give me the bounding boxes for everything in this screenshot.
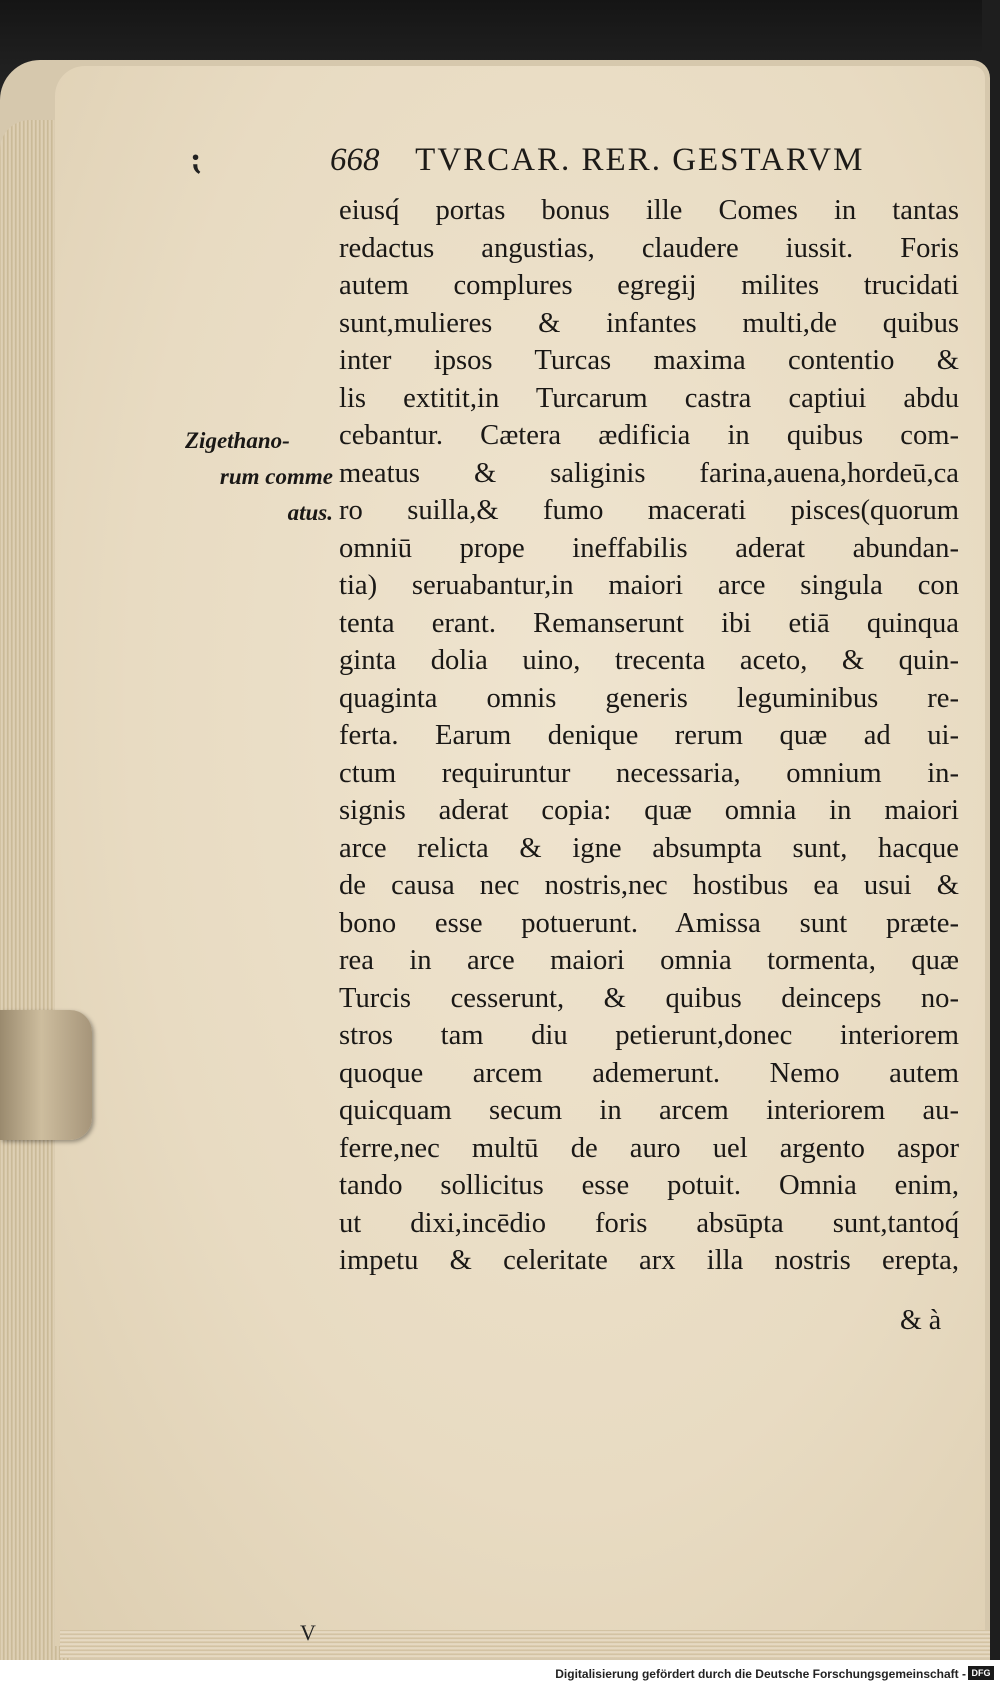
- text-line: quaginta omnis generis leguminibus re-: [339, 682, 959, 714]
- signature-mark: V: [300, 1620, 316, 1645]
- text-line: impetu & celeritate arx illa nostris erepta,: [339, 1245, 959, 1276]
- footer-credit: Digitalisierung gefördert durch die Deutsche Forschungsgemeinschaft -: [555, 1667, 966, 1681]
- text-line: ferta. Earum denique rerum quæ ad ui-: [339, 720, 959, 751]
- text-line: rea in arce maiori omnia tormenta, quæ: [339, 945, 959, 976]
- text-line: autem complures egregij milites trucidati: [339, 270, 959, 301]
- marginal-note: [185, 423, 333, 531]
- catchword: & à: [900, 1305, 942, 1336]
- text-line: cebantur. Cætera ædificia in quibus com-: [339, 420, 959, 451]
- text-line: Turcis cesserunt, & quibus deinceps no-: [339, 982, 959, 1014]
- page-bottom-edges: [60, 1630, 990, 1658]
- dfg-logo-icon: DFG: [968, 1666, 994, 1680]
- text-line: ro suilla,& fumo macerati pisces(quorum: [339, 495, 959, 526]
- text-line: sunt,mulieres & infantes multi,de quibus: [339, 307, 959, 339]
- page-number: 668: [330, 142, 380, 178]
- text-line: de causa nec nostris,nec hostibus ea usui &: [339, 870, 959, 901]
- text-line: ginta dolia uino, trecenta aceto, & quin-: [339, 645, 959, 676]
- marginal-note-line: rum comme: [219, 464, 333, 489]
- text-line: omniū prope ineffabilis aderat abundan-: [339, 532, 959, 564]
- text-line: lis extitit,in Turcarum castra captiui abdu: [339, 382, 959, 414]
- text-line: arce relicta & igne absumpta sunt, hacque: [339, 832, 959, 864]
- text-line: ctum requiruntur necessaria, omnium in-: [339, 757, 959, 789]
- text-line: ferre,nec multū de auro uel argento aspor: [339, 1132, 959, 1164]
- running-header: [330, 142, 950, 179]
- text-line: bono esse potuerunt. Amissa sunt præte-: [339, 907, 959, 939]
- text-line: signis aderat copia: quæ omnia in maiori: [339, 795, 959, 826]
- text-line: tando sollicitus esse potuit. Omnia enim,: [339, 1170, 959, 1201]
- text-line: tia) seruabantur,in maiori arce singula con: [339, 570, 959, 601]
- body-text: [339, 192, 959, 1280]
- text-line: eiusq́ portas bonus ille Comes in tantas: [339, 195, 959, 226]
- text-line: quoque arcem ademerunt. Nemo autem: [339, 1057, 959, 1089]
- text-line: stros tam diu petierunt,donec interiorem: [339, 1020, 959, 1051]
- text-line: ut dixi,incēdio foris absūpta sunt,tantoq́: [339, 1207, 959, 1239]
- text-line: redactus angustias, claudere iussit. Foris: [339, 232, 959, 264]
- marginal-note-line: atus.: [287, 500, 333, 525]
- running-title: TVRCAR. RER. GESTARVM: [415, 142, 865, 178]
- marginal-note-line: Zigethano-: [185, 428, 290, 453]
- book-clip: [0, 1010, 92, 1140]
- text-line: tenta erant. Remanserunt ibi etiā quinqua: [339, 607, 959, 639]
- margin-marks: ⁏: [192, 142, 204, 177]
- text-line: meatus & saliginis farina,auena,hordeū,ca: [339, 457, 959, 489]
- text-line: inter ipsos Turcas maxima contentio &: [339, 345, 959, 376]
- text-line: quicquam secum in arcem interiorem au-: [339, 1095, 959, 1126]
